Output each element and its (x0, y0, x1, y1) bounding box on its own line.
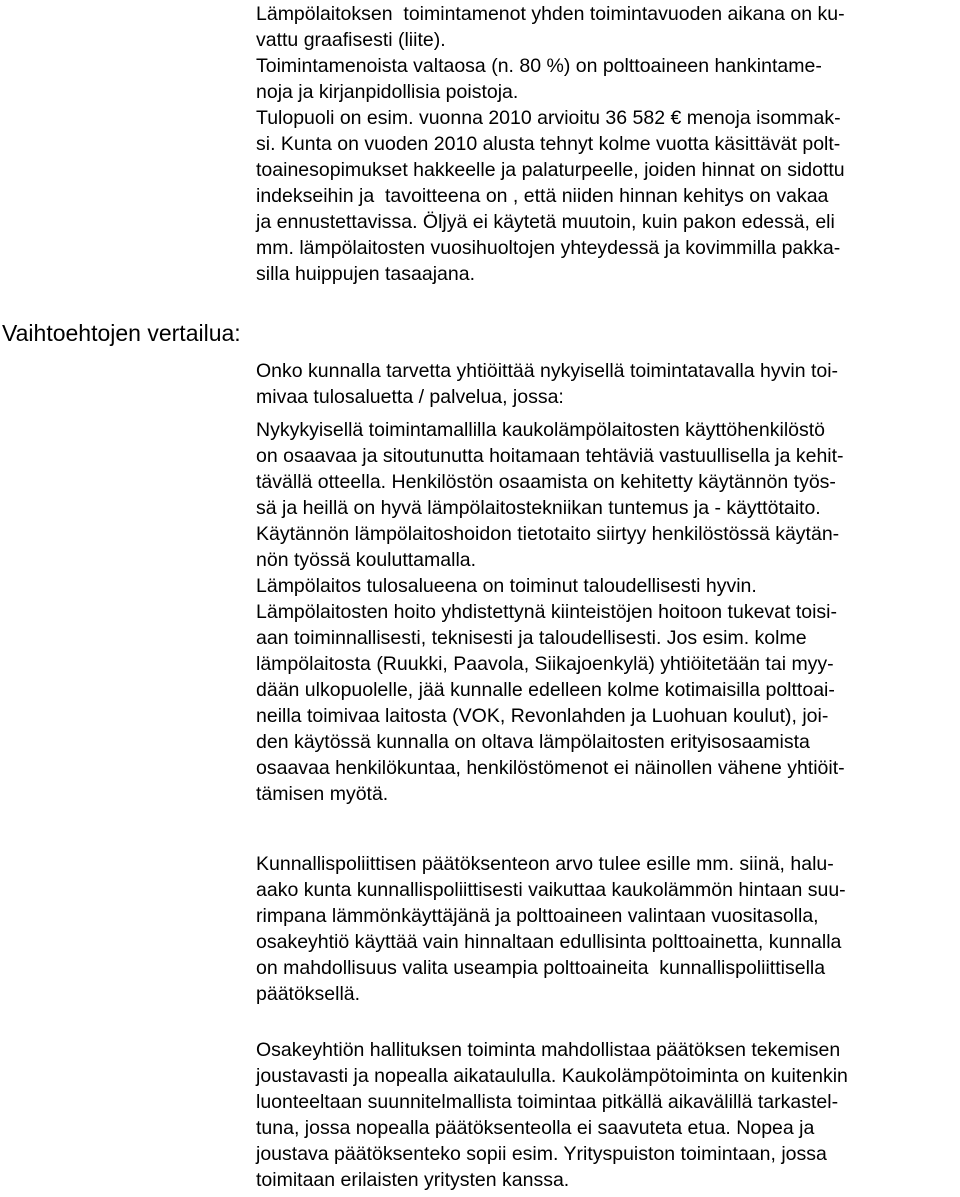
political-decision-paragraph (256, 851, 956, 1007)
text-line: osakeyhtiö käyttää vain hinnaltaan edullisinta polttoainetta, kunnalla (256, 931, 842, 953)
text-line: Osakeyhtiön hallituksen toiminta mahdollistaa päätöksen tekemisen (256, 1039, 841, 1061)
text-line: tämisen myötä. (256, 783, 389, 805)
text-line: osaavaa henkilökuntaa, henkilöstömenot ei näinollen vähene yhtiöit- (256, 757, 845, 779)
text-line: ja ennustettavissa. Öljyä ei käytetä muutoin, kuin pakon edessä, eli (256, 211, 835, 233)
question-paragraph (256, 358, 956, 410)
text-line: sä ja heillä on hyvä lämpölaitostekniikan tuntemus ja - käyttötaito. (256, 497, 821, 519)
section-heading: Vaihtoehtojen vertailua: (2, 320, 241, 346)
text-line: Lämpölaitos tulosalueena on toiminut taloudellisesti hyvin. (256, 575, 757, 597)
text-line: silla huippujen tasaajana. (256, 263, 475, 285)
text-line: tuna, jossa nopealla päätöksenteolla ei saavuteta etua. Nopea ja (256, 1117, 815, 1139)
text-line: päätöksellä. (256, 983, 361, 1005)
text-line: vattu graafisesti (liite). (256, 29, 446, 51)
text-line: joustava päätöksenteko sopii esim. Yrityspuiston toimintaan, jossa (256, 1143, 827, 1165)
text-line: mivaa tulosaluetta / palvelua, jossa: (256, 386, 564, 408)
text-line: nön työssä kouluttamalla. (256, 549, 477, 571)
text-line: toainesopimukset hakkeelle ja palaturpeelle, joiden hinnat on sidottu (256, 159, 845, 181)
text-line: rimpana lämmönkäyttäjänä ja polttoaineen valintaan vuositasolla, (256, 905, 819, 927)
text-line: mm. lämpölaitosten vuosihuoltojen yhteydessä ja kovimmilla pakka- (256, 237, 841, 259)
text-line: Tulopuoli on esim. vuonna 2010 arvioitu 36 582 € menoja isommak- (256, 107, 841, 129)
text-line: on mahdollisuus valita useampia polttoaineita kunnallispoliittisella (256, 957, 826, 979)
text-line: dään ulkopuolelle, jää kunnalle edelleen kolme kotimaisilla polttoai- (256, 679, 835, 701)
text-line: toimitaan erilaisten yritysten kanssa. (256, 1169, 570, 1191)
text-line: den käytössä kunnalla on oltava lämpölaitosten erityisosaamista (256, 731, 810, 753)
text-line: on osaavaa ja sitoutunutta hoitamaan tehtäviä vastuullisella ja kehit- (256, 445, 844, 467)
text-line: Käytännön lämpölaitoshoidon tietotaito siirtyy henkilöstössä käytän- (256, 523, 840, 545)
text-line: indekseihin ja tavoitteena on , että niiden hinnan kehitys on vakaa (256, 185, 829, 207)
company-board-paragraph (256, 1037, 956, 1193)
text-line: si. Kunta on vuoden 2010 alusta tehnyt kolme vuotta käsittävät polt- (256, 133, 841, 155)
text-line: Onko kunnalla tarvetta yhtiöittää nykyisellä toimintatavalla hyvin toi- (256, 360, 839, 382)
text-line: Kunnallispoliittisen päätöksenteon arvo tulee esille mm. siinä, halu- (256, 853, 834, 875)
text-line: Nykykyisellä toimintamallilla kaukolämpölaitosten käyttöhenkilöstö (256, 419, 826, 441)
intro-paragraph (256, 1, 956, 287)
text-line: noja ja kirjanpidollisia poistoja. (256, 81, 519, 103)
text-line: Lämpölaitosten hoito yhdistettynä kiinteistöjen hoitoon tukevat toisi- (256, 601, 838, 623)
text-line: joustavasti ja nopealla aikataululla. Kaukolämpötoiminta on kuitenkin (256, 1065, 848, 1087)
text-line: Lämpölaitoksen toimintamenot yhden toimintavuoden aikana on ku- (256, 3, 845, 25)
text-line: aako kunta kunnallispoliittisesti vaikuttaa kaukolämmön hintaan suu- (256, 879, 846, 901)
current-model-paragraph (256, 417, 956, 807)
text-line: neilla toimivaa laitosta (VOK, Revonlahden ja Luohuan koulut), joi- (256, 705, 829, 727)
text-line: lämpölaitosta (Ruukki, Paavola, Siikajoenkylä) yhtiöitetään tai myy- (256, 653, 834, 675)
text-line: luonteeltaan suunnitelmallista toimintaa pitkällä aikavälillä tarkastel- (256, 1091, 839, 1113)
text-line: aan toiminnallisesti, teknisesti ja taloudellisesti. Jos esim. kolme (256, 627, 807, 649)
text-line: tävällä otteella. Henkilöstön osaamista on kehitetty käytännön työs- (256, 471, 836, 493)
text-line: Toimintamenoista valtaosa (n. 80 %) on polttoaineen hankintame- (256, 55, 822, 77)
